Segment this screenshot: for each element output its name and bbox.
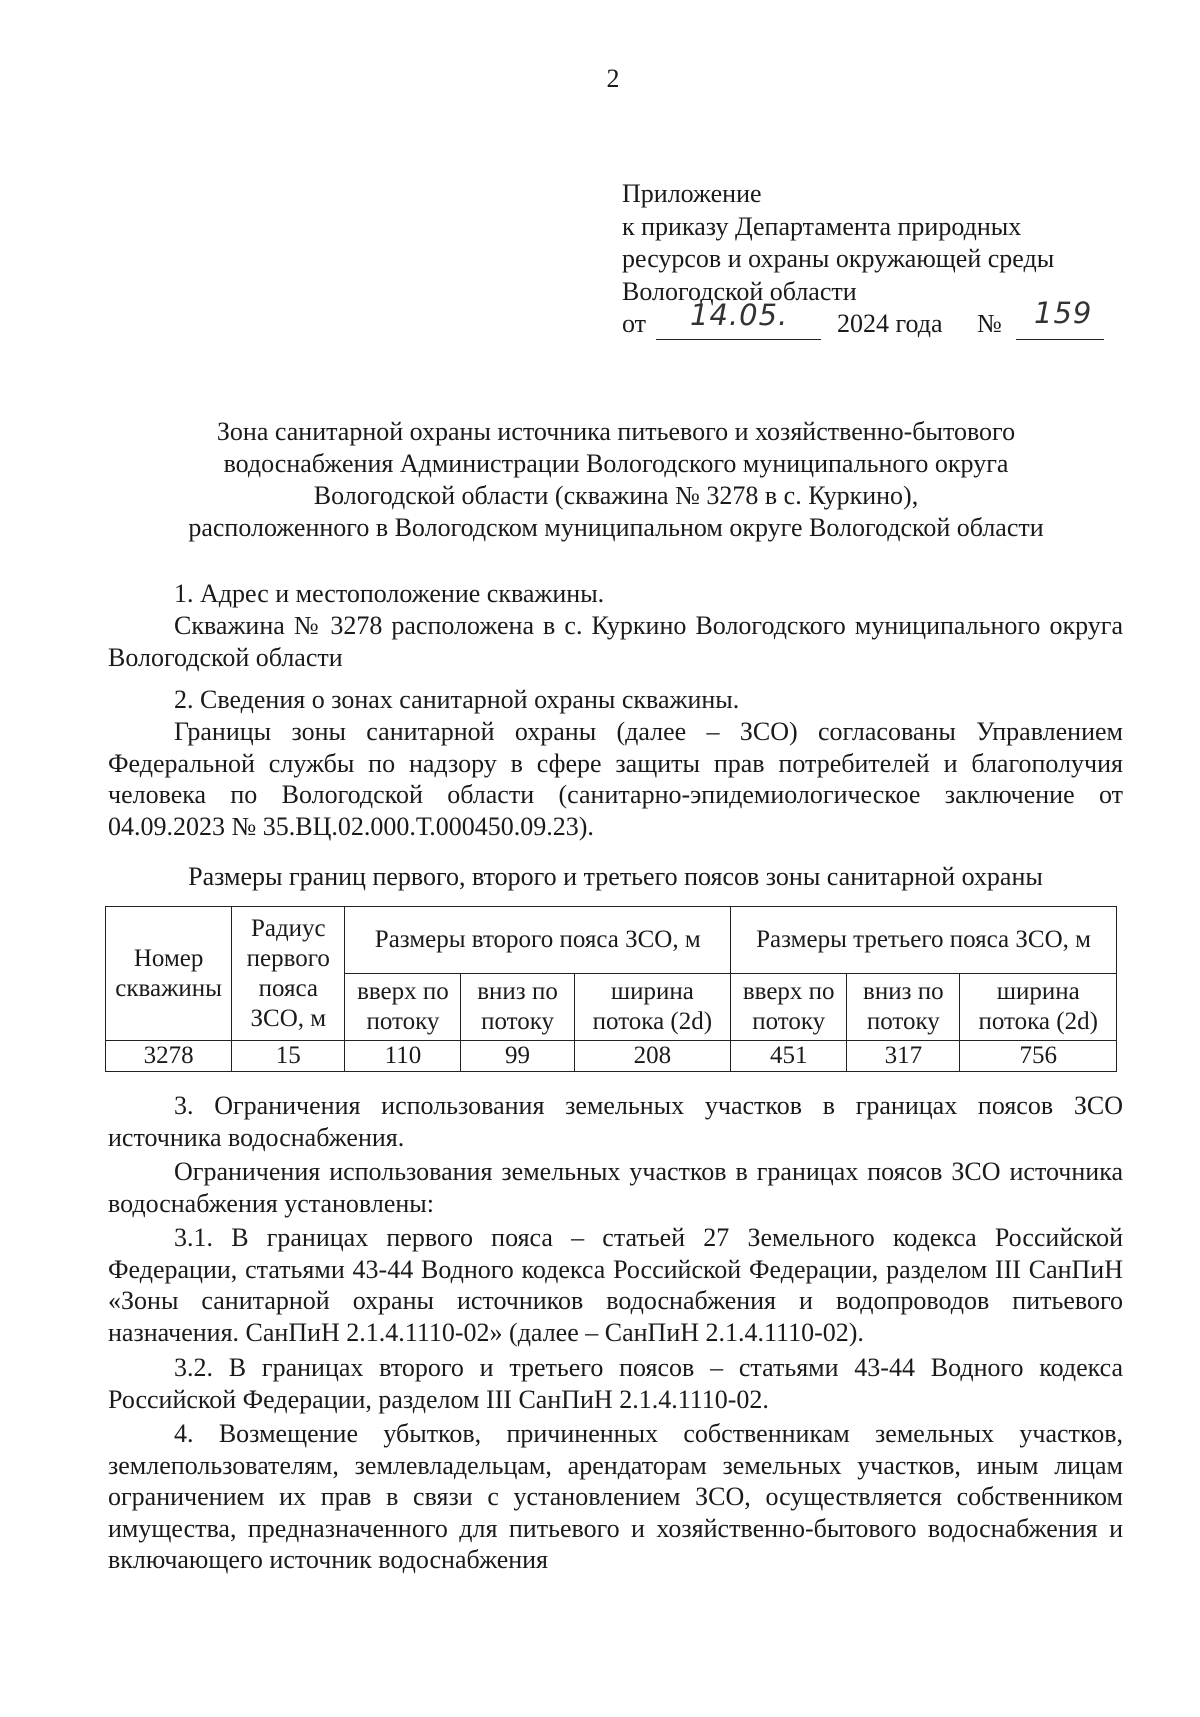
table-caption: Размеры границ первого, второго и третьего поясов зоны санитарной охраны [188, 862, 1043, 891]
year-label: 2024 года [837, 309, 943, 338]
section-2-heading: 2. Сведения о зонах санитарной охраны скважины. [174, 685, 740, 714]
header-third-width: ширина потока (2d) [960, 974, 1117, 1041]
cell-third-width: 756 [960, 1041, 1117, 1072]
handwritten-number: 159 [1034, 296, 1093, 330]
header-second-down: вниз по потоку [461, 974, 574, 1041]
header-third-belt: Размеры третьего пояса ЗСО, м [731, 907, 1117, 974]
section-3-heading: 3. Ограничения использования земельных участков в границах поясов ЗСО источника водоснабжения. [108, 1091, 1123, 1152]
cell-radius: 15 [232, 1041, 345, 1072]
section-1-text: Скважина № 3278 расположена в с. Куркино Вологодского муниципального округа Вологодской области [108, 611, 1123, 672]
title-line: Зона санитарной охраны источника питьевого и хозяйственно-бытового [216, 417, 1016, 446]
section-3-2: 3.2. В границах второго и третьего поясов – статьями 43-44 Водного кодекса Российской Федерации, разделом III СанПиН 2.1.4.1110-02. [108, 1353, 1123, 1414]
section-1-heading: 1. Адрес и местоположение скважины. [174, 579, 605, 608]
section-3-1: 3.1. В границах первого пояса – статьей 27 Земельного кодекса Российской Федерации, статьями 43-44 Водного кодекса Российской Федерации, разделом III СанПиН «Зоны санитарной охраны источников водоснабжения и водопроводов питьевого назначения. СанПиН 2.1.4.1110-02» (далее – СанПиН 2.1.4.1110-02). [108, 1223, 1123, 1347]
header-second-up: вверх по потоку [345, 974, 461, 1041]
title-line: водоснабжения Администрации Вологодского муниципального округа [223, 449, 1009, 478]
cell-well: 3278 [106, 1041, 232, 1072]
from-label: от [622, 309, 647, 338]
cell-second-down: 99 [461, 1041, 574, 1072]
header-second-width: ширина потока (2d) [574, 974, 731, 1041]
section-3-text: Ограничения использования земельных участков в границах поясов ЗСО источника водоснабжения установлены: [108, 1157, 1123, 1218]
section-4: 4. Возмещение убытков, причиненных собственникам земельных участков, землепользователям, землевладельцам, арендаторам земельных участков, иным лицам ограничением их прав в связи с установлением ЗСО, осуществляется собственником имущества, предназначенного для питьевого и хозяйственно-бытового водоснабжения и включающего источник водоснабжения [108, 1419, 1123, 1574]
title-line: расположенного в Вологодском муниципальном округе Вологодской области [188, 513, 1044, 542]
header-second-belt: Размеры второго пояса ЗСО, м [345, 907, 731, 974]
appendix-block [622, 178, 1093, 342]
cell-second-width: 208 [574, 1041, 731, 1072]
cell-third-down: 317 [847, 1041, 960, 1072]
appendix-line: Приложение [622, 179, 762, 208]
appendix-line: к приказу Департамента природных [622, 211, 1022, 241]
header-third-up: вверх по потоку [731, 974, 847, 1041]
section-2-text: Границы зоны санитарной охраны (далее – ЗСО) согласованы Управлением Федеральной службы по надзору в сфере защиты прав потребителей и благополучия человека по Вологодской области (санитарно-эпидемиологическое заключение от 04.09.2023 № 35.ВЦ.02.000.Т.000450.09.23). [108, 717, 1123, 841]
header-well-number: Номер скважины [106, 907, 232, 1041]
appendix-line: Вологодской области [622, 276, 857, 306]
appendix-line: ресурсов и охраны окружающей среды [622, 244, 1055, 273]
page-number: 2 [606, 64, 620, 93]
zso-table [105, 906, 1117, 1072]
number-underline [1016, 338, 1104, 340]
cell-third-up: 451 [731, 1041, 847, 1072]
header-third-down: вниз по потоку [847, 974, 960, 1041]
number-label: № [977, 309, 1002, 338]
date-underline [656, 338, 821, 340]
handwritten-date: 14.05. [690, 298, 789, 332]
header-first-belt-radius: Радиус первого пояса ЗСО, м [232, 907, 345, 1041]
appendix-date-line [622, 296, 1093, 342]
title-line: Вологодской области (скважина № 3278 в с. Куркино), [313, 481, 919, 510]
table-header-row [106, 907, 1117, 974]
table-row [106, 1041, 1117, 1072]
document-title [106, 416, 1126, 544]
cell-second-up: 110 [345, 1041, 461, 1072]
